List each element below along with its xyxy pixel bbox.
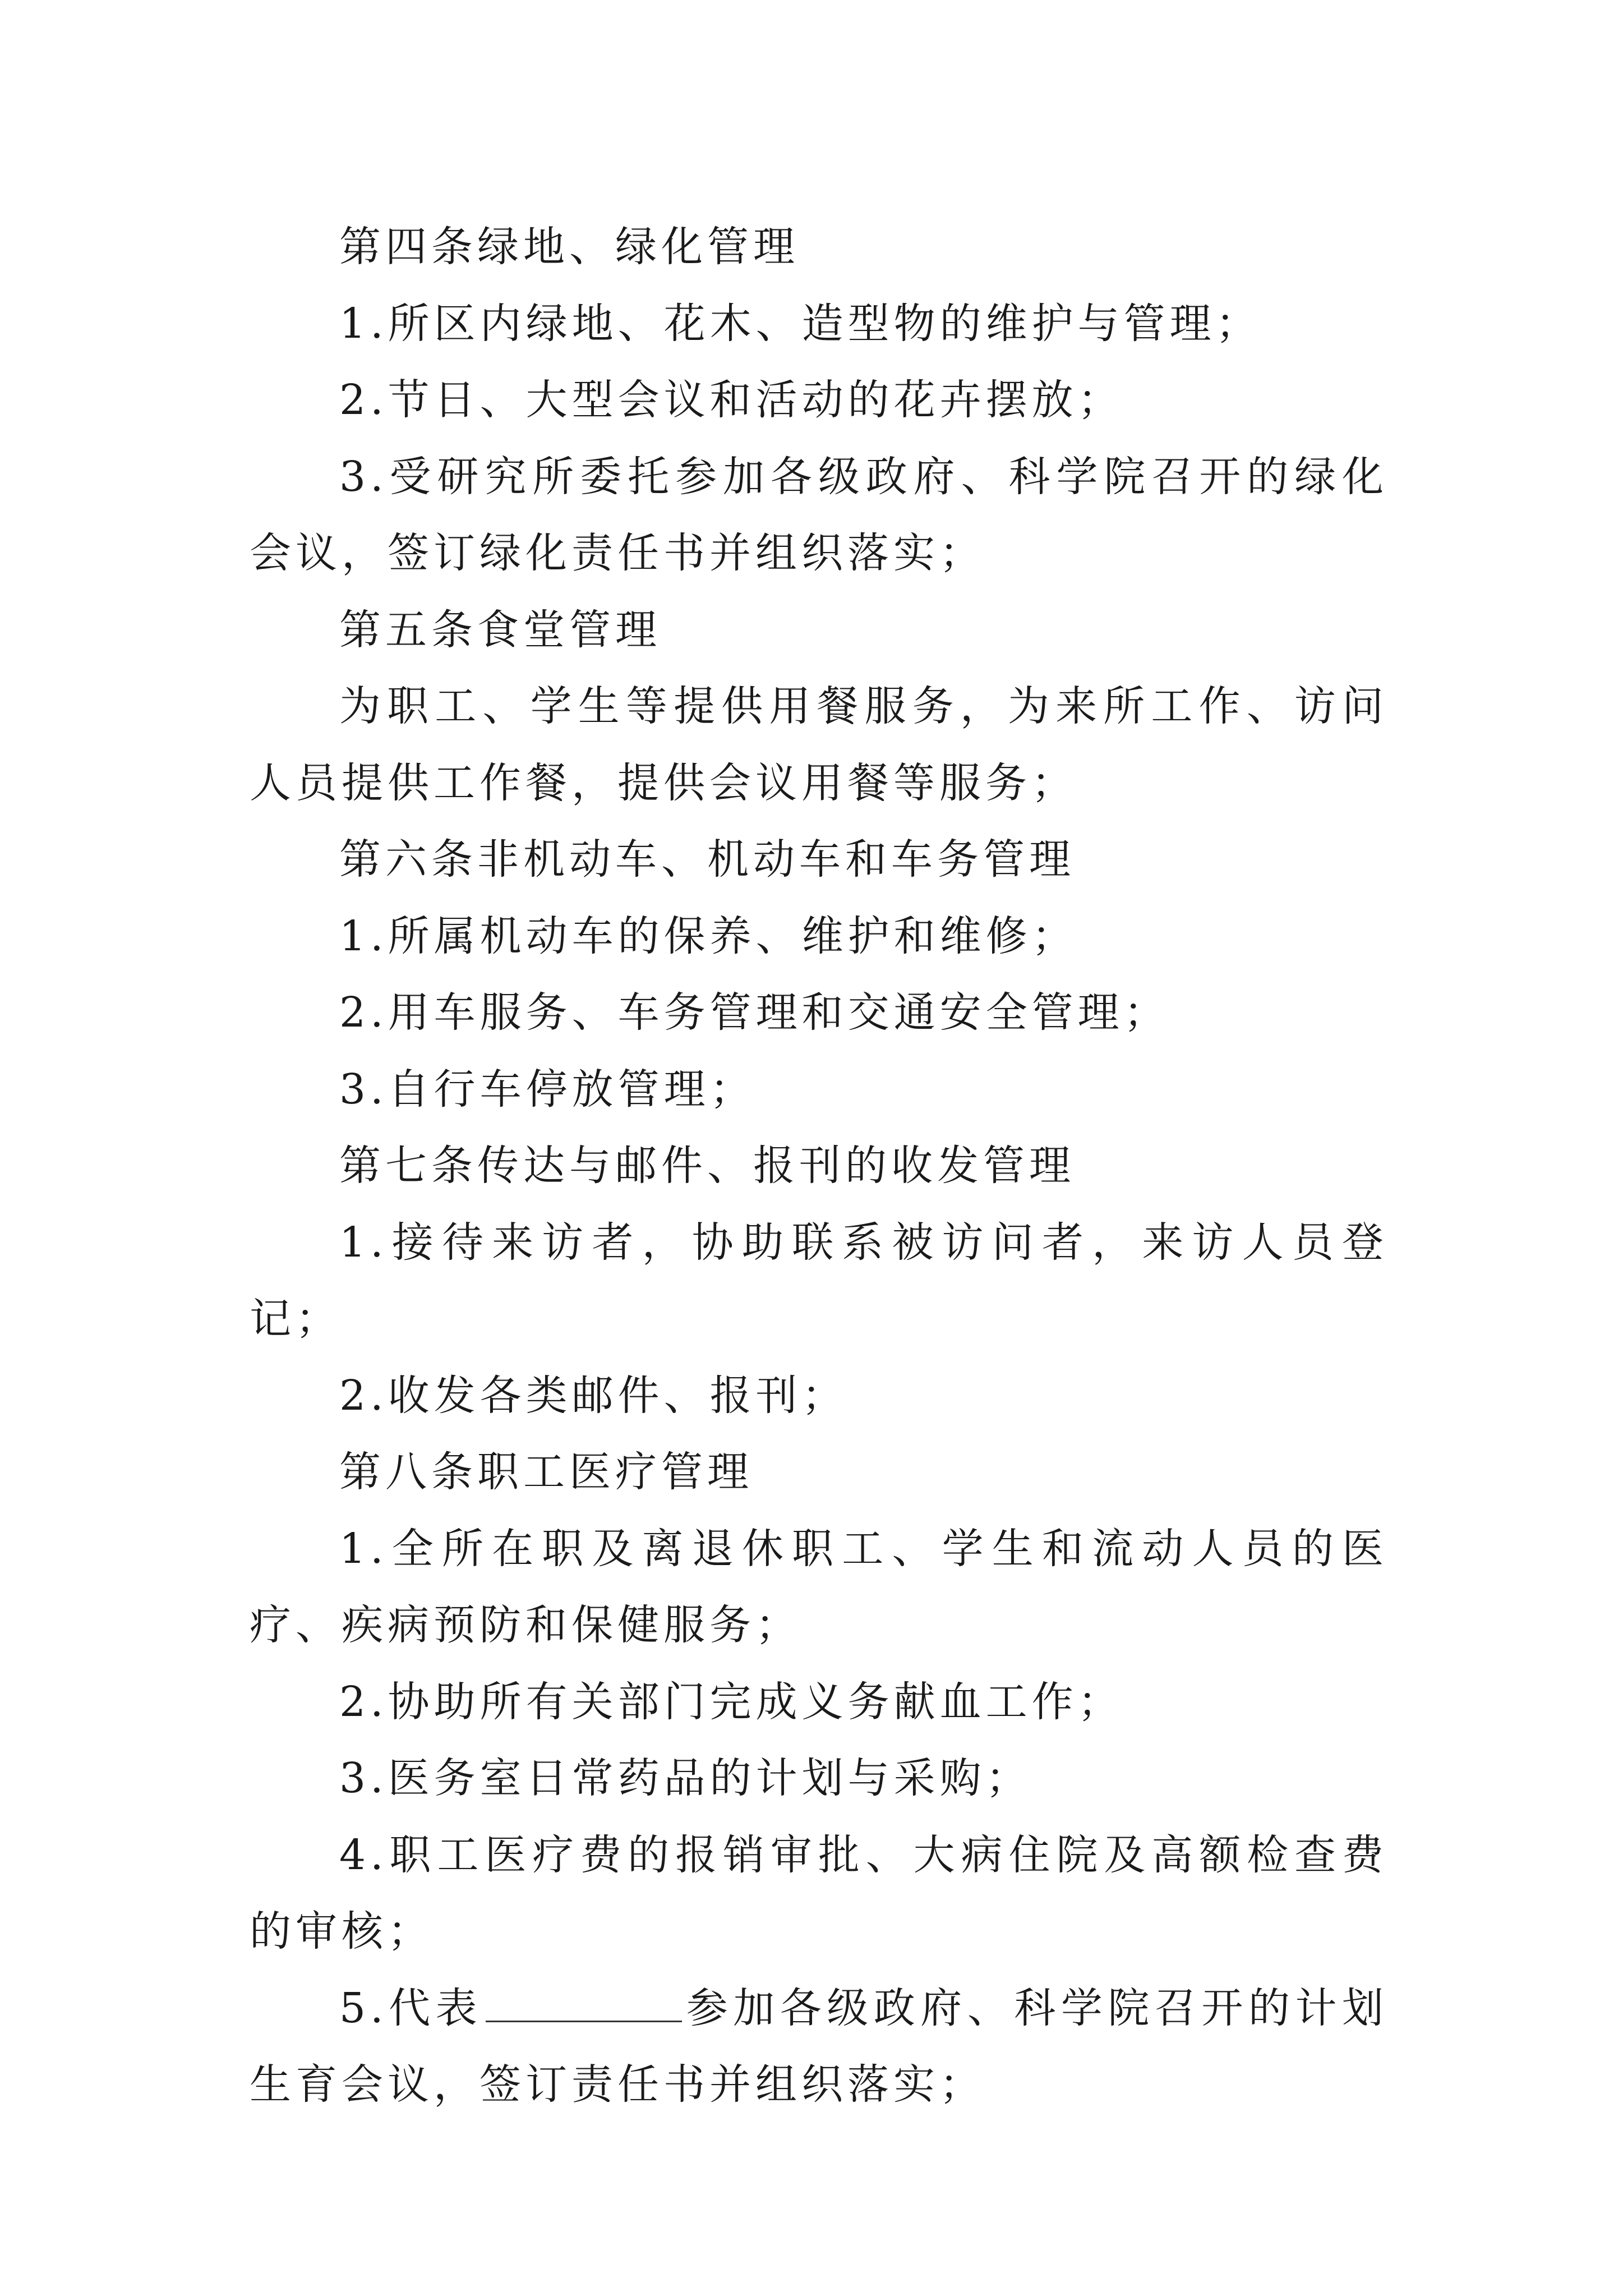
paragraph-item-with-blank [250, 1970, 1388, 2123]
article-7-heading: 第七条传达与邮件、报刊的收发管理 [339, 1142, 1075, 1190]
article-6-heading: 第六条非机动车、机动车和车务管理 [339, 835, 1075, 884]
paragraph-item: 2.用车服务、车务管理和交通安全管理； [339, 988, 1170, 1037]
paragraph-item: 1.所区内绿地、花木、造型物的维护与管理； [339, 299, 1262, 348]
paragraph-item: 3.医务室日常药品的计划与采购； [339, 1754, 1032, 1802]
paragraph-item: 3.自行车停放管理； [339, 1065, 756, 1114]
article-5-heading: 第五条食堂管理 [339, 605, 661, 654]
paragraph-item: 4.职工医疗费的报销审批、大病住院及高额检查费的审核； [250, 1830, 1388, 1955]
paragraph-item: 为职工、学生等提供用餐服务，为来所工作、访问人员提供工作餐，提供会议用餐等服务； [250, 682, 1388, 807]
paragraph-item: 2.协助所有关部门完成义务献血工作； [339, 1677, 1124, 1726]
paragraph-text-after-blank: 参加各级政府、科学院召开的计划生育会议，签订责任书并组织落实； [250, 1984, 1388, 2109]
paragraph-item: 1.接待来访者，协助联系被访问者，来访人员登记； [250, 1218, 1388, 1343]
paragraph-item: 2.节日、大型会议和活动的花卉摆放； [339, 376, 1124, 424]
paragraph-item: 1.所属机动车的保养、维护和维修； [339, 912, 1078, 960]
document-body [250, 209, 1388, 2123]
paragraph-text-before-blank: 5.代表 [339, 1984, 483, 2032]
article-8-heading: 第八条职工医疗管理 [339, 1448, 753, 1496]
paragraph-item: 1.全所在职及离退休职工、学生和流动人员的医疗、疾病预防和保健服务； [250, 1524, 1388, 1649]
article-4-heading: 第四条绿地、绿化管理 [339, 223, 799, 271]
paragraph-item: 3.受研究所委托参加各级政府、科学院召开的绿化会议，签订绿化责任书并组织落实； [250, 452, 1388, 577]
paragraph-item: 2.收发各类邮件、报刊； [339, 1371, 848, 1420]
fill-in-blank-line [486, 1987, 682, 2022]
